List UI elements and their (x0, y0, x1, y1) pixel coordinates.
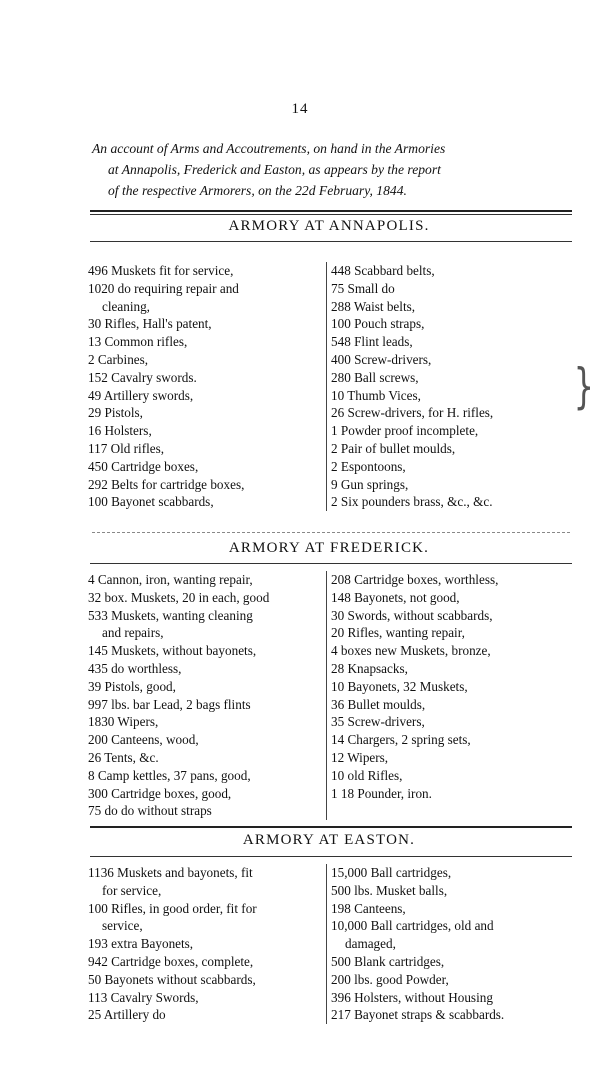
list-item: 39 Pistols, good, (88, 678, 176, 694)
list-item: 496 Muskets fit for service, (88, 263, 234, 278)
table-frederick (88, 571, 572, 820)
section-title-annapolis: ARMORY AT ANNAPOLIS. (228, 218, 430, 234)
list-item: 30 Rifles, Hall's patent, (88, 316, 212, 332)
list-item: service, (102, 918, 143, 934)
list-item: 1830 Wipers, (88, 714, 159, 730)
divider (90, 826, 572, 828)
caption-line: of the respective Armorers, on the 22d February, 1844. (108, 183, 407, 198)
list-item: 1 18 Pounder, iron. (331, 785, 432, 801)
list-item: 997 lbs. bar Lead, 2 bags flints (88, 696, 251, 712)
list-item: 288 Waist belts, (331, 298, 416, 314)
list-item: 2 Pair of bullet moulds, (331, 440, 456, 456)
list-item: 20 Rifles, wanting repair, (331, 625, 465, 641)
divider (90, 856, 572, 857)
list-item: 500 Blank cartridges, (331, 953, 445, 969)
list-item: 4 boxes new Muskets, bronze, (331, 643, 491, 659)
list-item (331, 802, 572, 820)
list-item: 12 Wipers, (331, 749, 389, 765)
list-item: 942 Cartridge boxes, complete, (88, 953, 254, 969)
list-item: 198 Canteens, (331, 900, 406, 916)
caption-line: at Annapolis, Frederick and Easton, as appears by the report (108, 162, 441, 177)
list-item: 10 old Rifles, (331, 767, 403, 783)
divider (90, 214, 572, 215)
list-item: 26 Screw-drivers, for H. rifles, (331, 405, 494, 421)
list-item: 10 Thumb Vices, (331, 387, 421, 403)
list-item: 29 Pistols, (88, 405, 143, 421)
list-item: 292 Belts for cartridge boxes, (88, 476, 245, 492)
list-item: 32 box. Muskets, 20 in each, good (88, 589, 270, 605)
list-item: 75 Small do (331, 280, 395, 296)
right-column (326, 864, 572, 1024)
list-item: 10,000 Ball cartridges, old and (331, 918, 494, 934)
list-item: 14 Chargers, 2 spring sets, (331, 732, 471, 748)
list-item: 1020 do requiring repair and (88, 280, 239, 296)
caption (86, 138, 572, 201)
list-item: 100 Rifles, in good order, fit for (88, 900, 257, 916)
list-item: 145 Muskets, without bayonets, (88, 643, 257, 659)
list-item: 36 Bullet moulds, (331, 696, 426, 712)
list-item: 200 Canteens, wood, (88, 732, 199, 748)
list-item: 15,000 Ball cartridges, (331, 865, 452, 880)
list-item: 16 Holsters, (88, 423, 152, 439)
page-number: 14 (291, 101, 309, 117)
list-item: 10 Bayonets, 32 Muskets, (331, 678, 468, 694)
list-item: 500 lbs. Musket balls, (331, 882, 448, 898)
list-item: 2 Carbines, (88, 351, 149, 367)
list-item: 2 Six pounders brass, &c., &c. (331, 494, 493, 510)
list-item: 396 Holsters, without Housing (331, 989, 493, 1005)
list-item: 8 Camp kettles, 37 pans, good, (88, 767, 251, 783)
section-title-frederick: ARMORY AT FREDERICK. (228, 540, 430, 556)
list-item: 75 do do without straps (88, 803, 212, 819)
list-item: 9 Gun springs, (331, 476, 409, 492)
list-item: 49 Artillery swords, (88, 387, 194, 403)
list-item: 26 Tents, &c. (88, 749, 159, 765)
left-column (88, 864, 326, 1024)
list-item: 25 Artillery do (88, 1007, 166, 1023)
table-annapolis (88, 262, 572, 511)
list-item: 548 Flint leads, (331, 334, 413, 350)
list-item: cleaning, (102, 298, 150, 314)
list-item: 400 Screw-drivers, (331, 351, 432, 367)
caption-line: An account of Arms and Accoutrements, on hand in the Armories (92, 141, 446, 156)
list-item: 4 Cannon, iron, wanting repair, (88, 572, 253, 587)
list-item: 217 Bayonet straps & scabbards. (331, 1007, 505, 1023)
list-item: damaged, (345, 936, 396, 952)
right-column (326, 262, 572, 511)
list-item: 152 Cavalry swords. (88, 369, 197, 385)
list-item: 117 Old rifles, (88, 440, 165, 456)
list-item: 35 Screw-drivers, (331, 714, 425, 730)
left-column (88, 571, 326, 820)
divider (90, 210, 572, 212)
list-item: 200 lbs. good Powder, (331, 971, 449, 987)
list-item: 280 Ball screws, (331, 369, 419, 385)
list-item: 208 Cartridge boxes, worthless, (331, 572, 499, 587)
left-column (88, 262, 326, 511)
list-item: 148 Bayonets, not good, (331, 589, 460, 605)
list-item: 100 Bayonet scabbards, (88, 494, 214, 510)
list-item: 533 Muskets, wanting cleaning (88, 607, 253, 623)
section-title-easton: ARMORY AT EASTON. (242, 832, 416, 848)
list-item: 50 Bayonets without scabbards, (88, 971, 256, 987)
table-easton (88, 864, 572, 1024)
list-item: 448 Scabbard belts, (331, 263, 435, 278)
list-item: 1 Powder proof incomplete, (331, 423, 479, 439)
list-item: and repairs, (102, 625, 164, 641)
divider (92, 532, 570, 533)
divider (90, 241, 572, 242)
right-column (326, 571, 572, 820)
list-item: 30 Swords, without scabbards, (331, 607, 493, 623)
margin-bracket-mark: } (573, 357, 594, 415)
list-item: 13 Common rifles, (88, 334, 188, 350)
list-item: 435 do worthless, (88, 660, 182, 676)
list-item: 28 Knapsacks, (331, 660, 408, 676)
list-item: 100 Pouch straps, (331, 316, 425, 332)
list-item: 1136 Muskets and bayonets, fit (88, 865, 253, 880)
list-item: 2 Espontoons, (331, 458, 406, 474)
list-item: 113 Cavalry Swords, (88, 989, 199, 1005)
list-item: 300 Cartridge boxes, good, (88, 785, 232, 801)
divider (90, 563, 572, 564)
list-item: 450 Cartridge boxes, (88, 458, 199, 474)
list-item: for service, (102, 882, 162, 898)
list-item: 193 extra Bayonets, (88, 936, 194, 952)
